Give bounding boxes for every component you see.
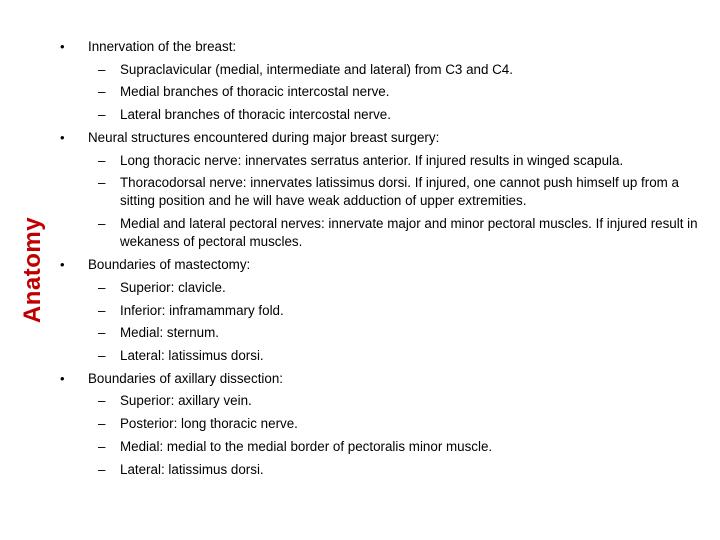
bullet-icon: • — [60, 39, 65, 54]
side-title — [20, 200, 46, 340]
list-item — [60, 104, 700, 127]
section-heading — [60, 368, 700, 391]
list-item-term: Medial and lateral pectoral nerves: — [120, 216, 325, 232]
list-item-text: innervates serratus anterior. If injured results in winged scapula. — [241, 152, 624, 168]
list-item-term: Long thoracic nerve: — [120, 152, 242, 168]
bullet-icon: • — [60, 370, 65, 386]
section-heading — [60, 127, 700, 150]
list-item — [60, 436, 700, 459]
dash-icon: – — [98, 84, 106, 100]
list-item-term: Superior: — [120, 279, 175, 295]
list-item — [60, 322, 700, 345]
dash-icon: – — [98, 461, 106, 477]
list-item — [60, 413, 700, 436]
list-item — [60, 150, 700, 173]
slide-content — [60, 36, 700, 481]
list-item-term: Lateral: — [120, 461, 165, 477]
dash-icon: – — [98, 438, 106, 454]
section-heading — [60, 254, 700, 277]
section-heading — [60, 36, 700, 59]
list-item-term: Medial: — [120, 325, 164, 341]
dash-icon: – — [98, 107, 106, 123]
bullet-icon: • — [60, 129, 65, 145]
dash-icon: – — [98, 61, 106, 77]
list-item — [60, 81, 700, 104]
list-item-text: medial to the medial border of pectoralis minor muscle. — [163, 438, 493, 454]
dash-icon: – — [98, 348, 106, 364]
section-heading-text: Boundaries of axillary dissection: — [88, 370, 284, 386]
list-item-term: Posterior: — [120, 416, 178, 432]
list-item-text: Lateral branches of thoracic intercostal nerve. — [120, 107, 391, 123]
list-item — [60, 390, 700, 413]
section-heading-text: Boundaries of mastectomy: — [88, 257, 251, 273]
dash-icon: – — [98, 325, 106, 341]
dash-icon: – — [98, 279, 106, 295]
list-item — [60, 172, 700, 213]
list-item-text: long thoracic nerve. — [177, 416, 298, 432]
list-item-term: Medial: — [120, 438, 164, 454]
dash-icon: – — [98, 393, 106, 409]
list-item — [60, 345, 700, 368]
list-item-text: sternum. — [163, 325, 219, 341]
side-title-text: Anatomy — [19, 216, 46, 324]
bullet-icon: • — [60, 257, 65, 273]
list-item-text: inframammary fold. — [165, 302, 284, 318]
list-item-term: Superior: — [120, 393, 175, 409]
dash-icon: – — [98, 175, 106, 191]
list-item-text: Supraclavicular (medial, intermediate and lateral) from C3 and C4. — [120, 61, 513, 77]
dash-icon: – — [98, 216, 106, 232]
dash-icon: – — [98, 416, 106, 432]
section-heading-text: Innervation of the breast: — [88, 39, 237, 54]
list-item — [60, 213, 700, 254]
list-item — [60, 277, 700, 300]
list-item — [60, 59, 700, 82]
dash-icon: – — [98, 152, 106, 168]
list-item-text: latissimus dorsi. — [164, 348, 264, 364]
list-item-text: Medial branches of thoracic intercostal nerve. — [120, 84, 390, 100]
list-item-text: innervates latissimus dorsi. If injured, one cannot push himself up from a sitting position and he will have weak adduction of upper extremities. — [120, 175, 679, 209]
list-item-text: latissimus dorsi. — [164, 461, 264, 477]
list-item — [60, 459, 700, 482]
list-item — [60, 300, 700, 323]
list-item-term: Lateral: — [120, 348, 165, 364]
list-item-text: clavicle. — [174, 279, 226, 295]
list-item-text: innervate major and minor pectoral muscles. If injured result in wekaness of pectoral muscles. — [120, 216, 698, 250]
list-item-term: Thoracodorsal nerve: — [120, 175, 247, 191]
section-heading-text: Neural structures encountered during major breast surgery: — [88, 129, 440, 145]
list-item-text: axillary vein. — [174, 393, 252, 409]
dash-icon: – — [98, 302, 106, 318]
list-item-term: Inferior: — [120, 302, 166, 318]
